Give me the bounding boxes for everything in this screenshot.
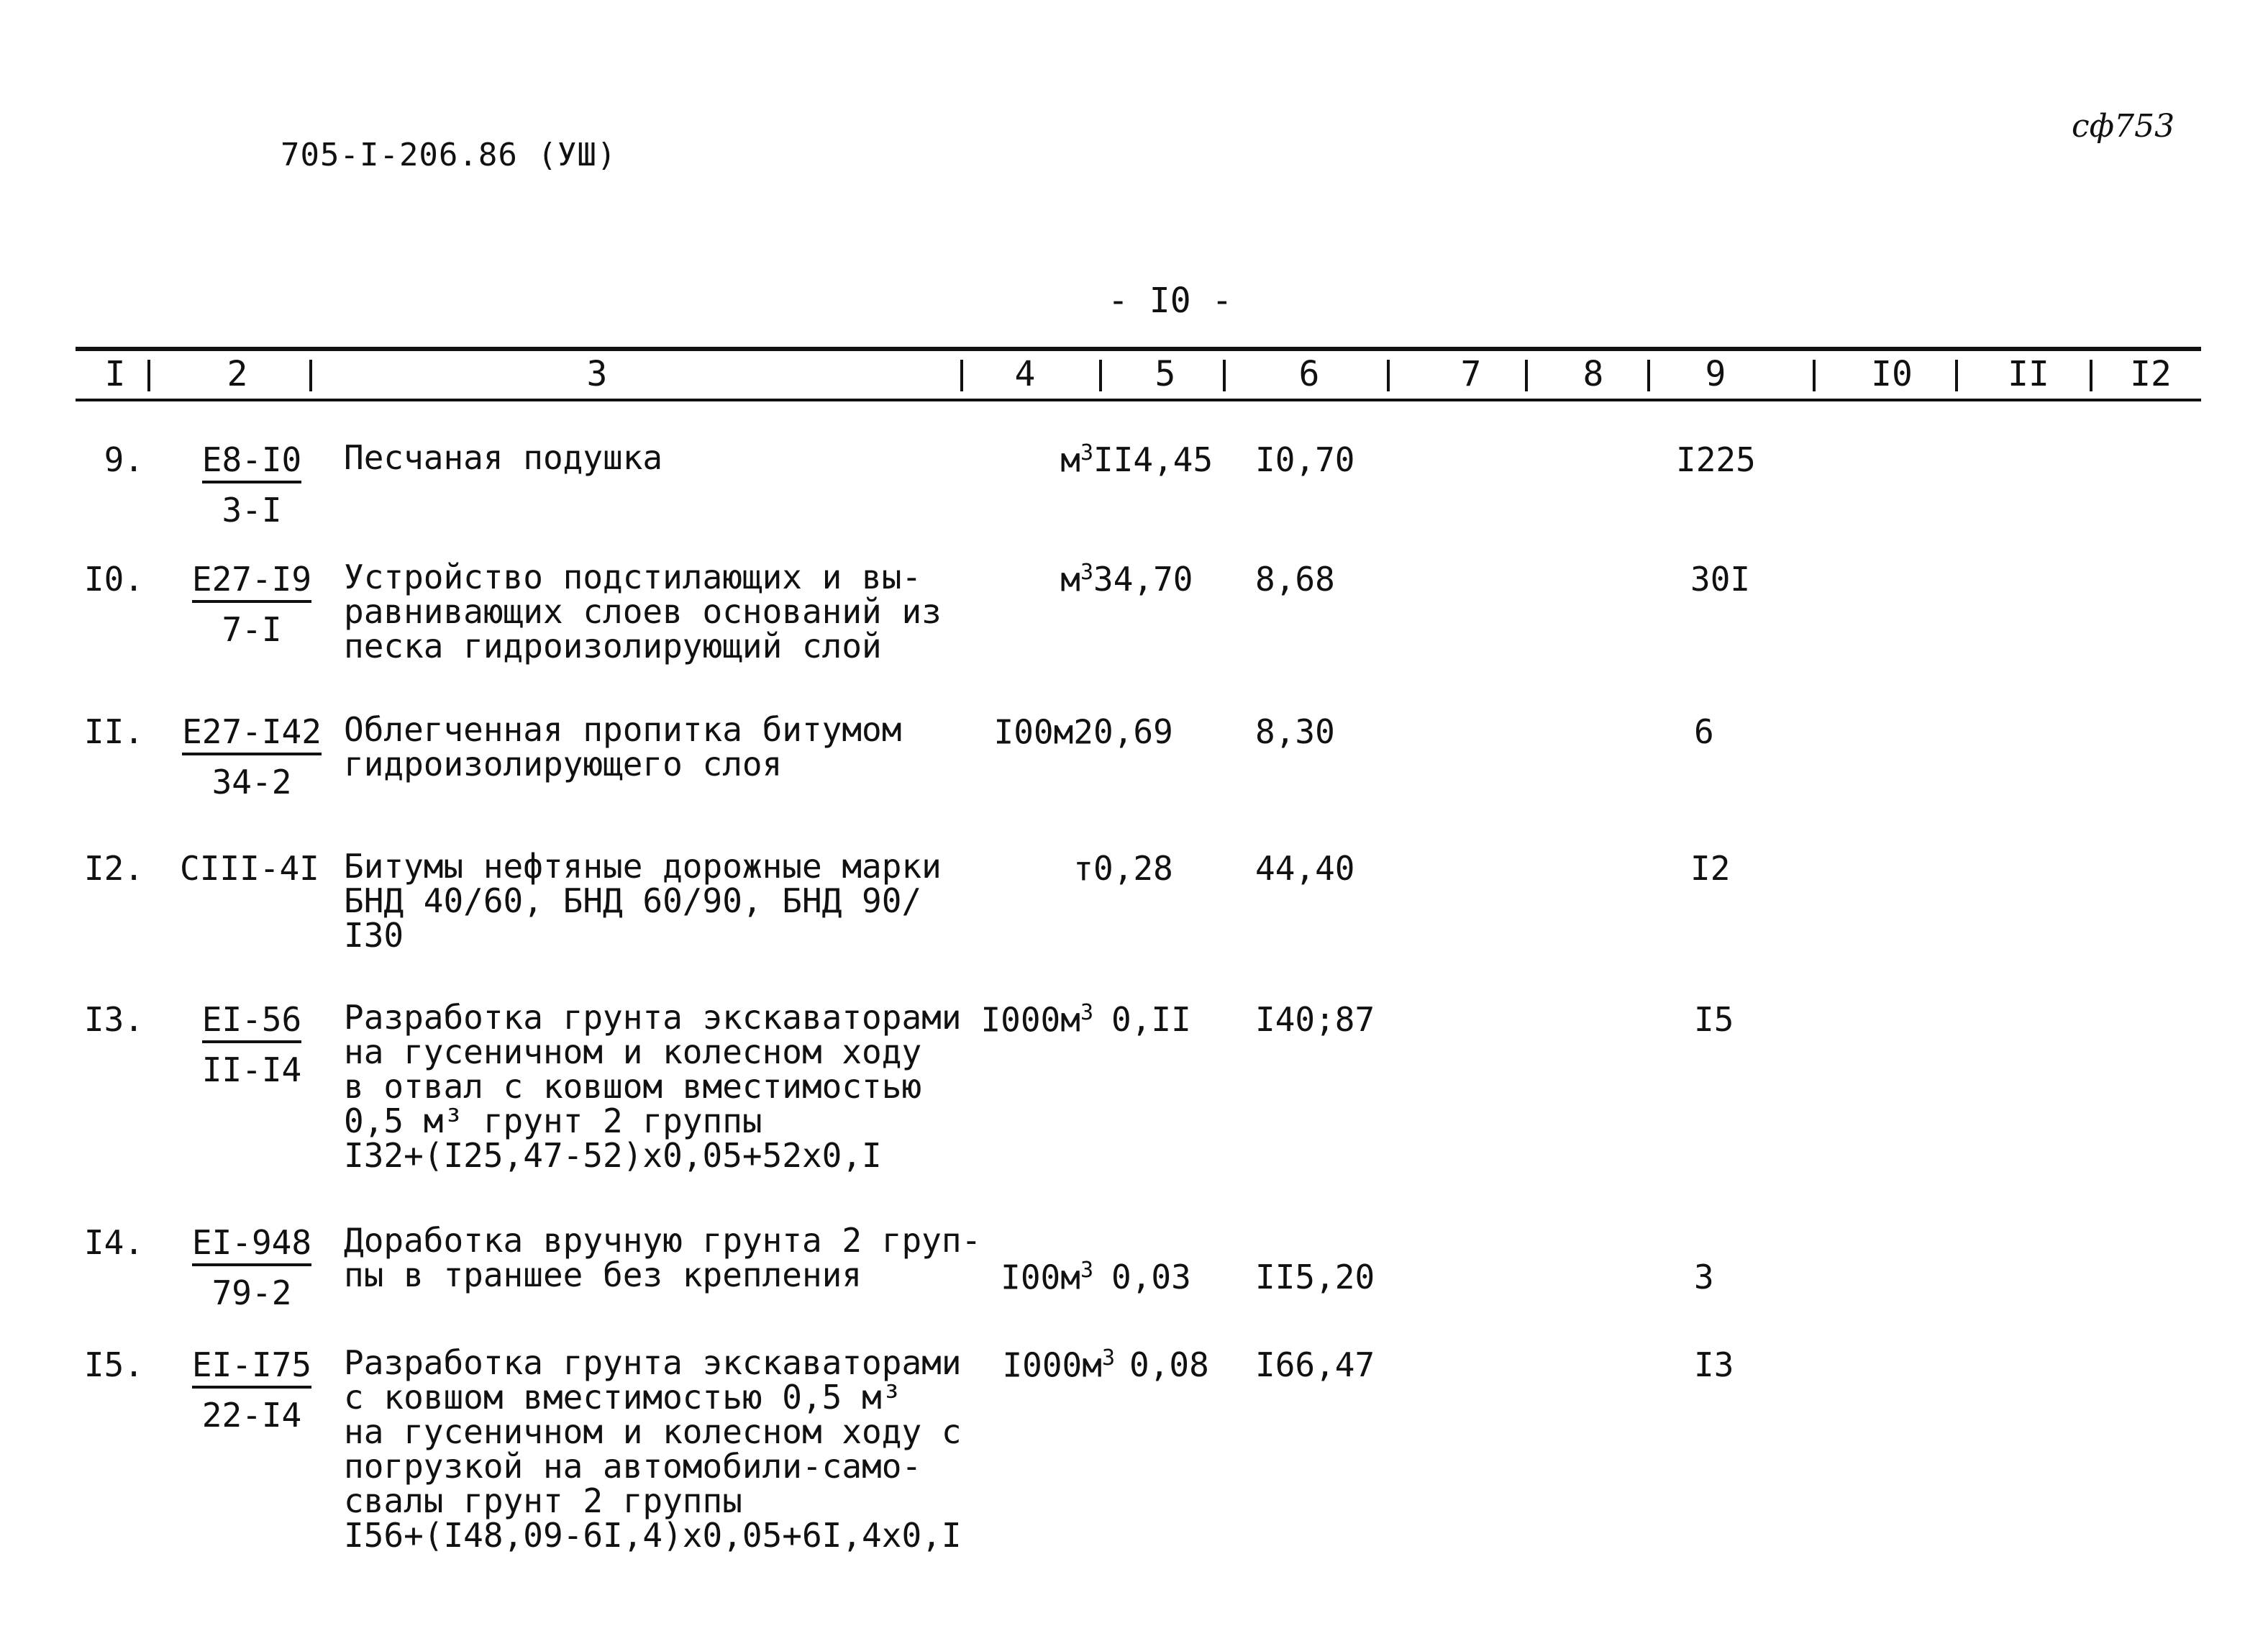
norm-code: CIII-4I	[180, 849, 319, 888]
norm-code-top: EI-I75	[192, 1345, 311, 1389]
row-number: I0.	[83, 560, 144, 599]
unit	[964, 849, 1093, 888]
unit-text: I00м	[1001, 1258, 1080, 1297]
work-description	[344, 1345, 977, 1553]
column-header: 8	[1582, 354, 1604, 394]
unit-exponent: 3	[1080, 1258, 1093, 1283]
total-cost: 30I	[1690, 560, 1751, 599]
column-divider	[1387, 360, 1390, 391]
description-line: Песчаная подушка	[344, 438, 663, 477]
description-line: свалы грунт 2 группы	[344, 1481, 742, 1520]
column-header: 6	[1298, 354, 1320, 394]
column-header: I0	[1871, 354, 1913, 394]
document-code: 705-I-206.86 (УШ)	[281, 137, 617, 173]
description-line: Битумы нефтяные дорожные марки	[344, 847, 942, 886]
unit-price: 8,68	[1255, 560, 1335, 599]
description-line: с ковшом вместимостью 0,5 м³	[344, 1378, 902, 1417]
description-line: на гусеничном и колесном ходу	[344, 1032, 922, 1071]
norm-code-bottom: II-I4	[201, 1050, 302, 1089]
norm-code-bottom: 22-I4	[201, 1396, 302, 1435]
unit-text: т	[1073, 849, 1093, 889]
work-description	[344, 712, 977, 781]
description-line: I56+(I48,09-6I,4)x0,05+6I,4x0,I	[344, 1516, 962, 1555]
total-cost: 3	[1694, 1258, 1714, 1296]
unit	[964, 712, 1093, 751]
description-line: погрузкой на автомобили-само-	[344, 1447, 922, 1486]
description-line: Устройство подстилающих и вы-	[344, 558, 922, 596]
description-line: Разработка грунта экскаваторами	[344, 998, 962, 1037]
description-line: БНД 40/60, БНД 60/90, БНД 90/	[344, 881, 922, 920]
norm-code-top: EI-56	[202, 1000, 301, 1043]
total-cost: I2	[1690, 849, 1731, 888]
column-divider	[2090, 360, 2092, 391]
unit-text: I000м	[1002, 1345, 1102, 1385]
norm-code-top: E27-I42	[182, 712, 322, 755]
column-header: 2	[227, 354, 248, 394]
unit-text: м	[1060, 440, 1080, 480]
norm-code-bottom: 34-2	[211, 763, 292, 801]
norm-code-bottom: 3-I	[222, 491, 282, 530]
column-divider	[1525, 360, 1528, 391]
quantity: 0,08	[1129, 1345, 1209, 1384]
column-header: I	[104, 354, 126, 394]
unit	[942, 1000, 1093, 1039]
norm-code-top: E27-I9	[192, 560, 311, 603]
description-line: пы в траншее без крепления	[344, 1255, 862, 1294]
unit-exponent: 3	[1080, 1000, 1093, 1025]
column-header-row	[0, 354, 2268, 397]
unit-text: I000м	[980, 1000, 1080, 1040]
norm-code	[180, 1000, 324, 1089]
norm-code	[180, 712, 324, 801]
quantity: 0,II	[1111, 1000, 1191, 1039]
description-line: I30	[344, 916, 404, 955]
norm-code-top: E8-I0	[202, 440, 301, 483]
work-description	[344, 440, 977, 475]
table-header-rule	[76, 399, 2201, 401]
unit-price: 8,30	[1255, 712, 1335, 751]
table-top-rule	[76, 347, 2201, 351]
description-line: равнивающих слоев оснований из	[344, 592, 942, 631]
unit	[964, 440, 1093, 479]
row-number: I5.	[83, 1345, 144, 1384]
quantity: II4,45	[1093, 440, 1213, 479]
work-description	[344, 560, 977, 663]
column-divider	[1813, 360, 1816, 391]
unit	[964, 1258, 1093, 1296]
column-header: 3	[586, 354, 608, 394]
description-line: песка гидроизолирующий слой	[344, 627, 882, 665]
norm-code-top: EI-948	[192, 1223, 311, 1266]
norm-code-bottom: 79-2	[211, 1273, 292, 1312]
column-divider	[1955, 360, 1958, 391]
description-line: 0,5 м³ грунт 2 группы	[344, 1101, 762, 1140]
norm-code	[180, 560, 324, 649]
column-header: 9	[1705, 354, 1726, 394]
page-number: - I0 -	[1108, 281, 1233, 321]
norm-code	[180, 1223, 324, 1312]
row-number: I4.	[83, 1223, 144, 1262]
column-divider	[960, 360, 963, 391]
description-line: Облегченная пропитка битумом	[344, 710, 902, 749]
description-line: в отвал с ковшом вместимостью	[344, 1067, 922, 1106]
description-line: I32+(I25,47-52)x0,05+52x0,I	[344, 1136, 882, 1175]
column-divider	[309, 360, 312, 391]
column-divider	[1223, 360, 1226, 391]
column-divider	[147, 360, 150, 391]
total-cost: I3	[1694, 1345, 1734, 1384]
row-number: I2.	[83, 849, 144, 888]
work-description	[344, 1221, 982, 1294]
description-line: Разработка грунта экскаваторами	[344, 1343, 962, 1382]
work-description	[344, 1000, 977, 1173]
unit-price: I66,47	[1255, 1345, 1375, 1384]
description-line: Доработка вручную грунта 2 груп-	[344, 1221, 982, 1260]
unit-exponent: 3	[1101, 1345, 1115, 1371]
column-divider	[1099, 360, 1102, 391]
row-number: I3.	[83, 1000, 144, 1039]
column-header: II	[2008, 354, 2049, 394]
unit-price: I0,70	[1255, 440, 1355, 479]
column-divider	[1647, 360, 1650, 391]
norm-code	[180, 1345, 324, 1435]
total-cost: I5	[1694, 1000, 1734, 1039]
column-header: 5	[1155, 354, 1176, 394]
row-number: II.	[83, 712, 144, 751]
unit-exponent: 3	[1080, 560, 1093, 585]
column-header: 4	[1014, 354, 1036, 394]
unit-price: I40;87	[1255, 1000, 1375, 1039]
unit	[964, 1345, 1115, 1384]
norm-code	[180, 440, 324, 530]
unit-text: I00м2	[993, 712, 1093, 752]
total-cost: 6	[1694, 712, 1714, 751]
column-header: I2	[2130, 354, 2172, 394]
column-header: 7	[1460, 354, 1482, 394]
norm-code-bottom: 7-I	[222, 610, 282, 649]
work-description	[344, 849, 977, 953]
total-cost: I225	[1676, 440, 1756, 479]
quantity: 34,70	[1093, 560, 1193, 599]
quantity: 0,69	[1093, 712, 1173, 751]
unit-text: м	[1060, 560, 1080, 599]
description-line: гидроизолирующего слоя	[344, 745, 783, 783]
unit-price: 44,40	[1255, 849, 1355, 888]
quantity: 0,28	[1093, 849, 1173, 888]
unit-price: II5,20	[1255, 1258, 1375, 1296]
row-number: 9.	[104, 440, 144, 479]
description-line: на гусеничном и колесном ходу с	[344, 1412, 962, 1451]
unit-exponent: 3	[1080, 440, 1093, 465]
quantity: 0,03	[1111, 1258, 1191, 1296]
archive-mark: сф753	[2072, 108, 2175, 145]
unit	[964, 560, 1093, 599]
